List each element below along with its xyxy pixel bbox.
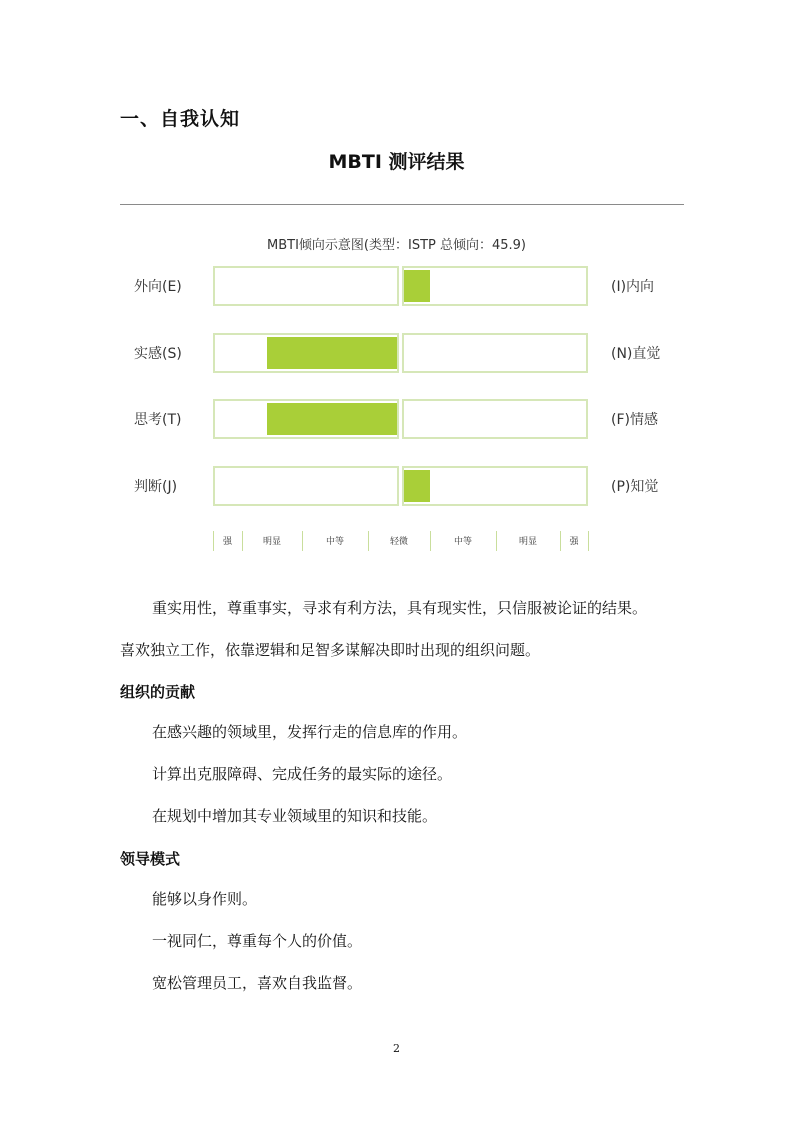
dimension-right-label: (N)直觉	[611, 346, 661, 362]
page-title: MBTI 测评结果	[328, 151, 465, 173]
bar-track-right	[402, 333, 588, 373]
dimension-right-label: (F)情感	[611, 412, 658, 428]
bar-track-right	[402, 466, 588, 506]
contribution-item: 在规划中增加其专业领域里的知识和技能。	[152, 807, 438, 825]
divider	[120, 204, 684, 205]
contribution-item: 计算出克服障碍、完成任务的最实际的途径。	[152, 765, 453, 783]
leadership-item: 一视同仁，尊重每个人的价值。	[152, 932, 363, 950]
scale-label: 轻微	[389, 537, 408, 547]
scale-label: 中等	[325, 537, 344, 547]
bar-track-left	[213, 333, 399, 373]
scale-label: 明显	[262, 537, 281, 547]
scale-separator	[242, 531, 243, 551]
scale-label: 强	[222, 537, 232, 547]
contribution-item: 在感兴趣的领域里，发挥行走的信息库的作用。	[152, 723, 468, 741]
leadership-item: 宽松管理员工，喜欢自我监督。	[152, 974, 363, 992]
scale-separator	[302, 531, 303, 551]
summary-line-1: 重实用性，尊重事实，寻求有利方法，具有现实性，只信服被论证的结果。	[152, 599, 648, 617]
scale-separator	[368, 531, 369, 551]
scale-separator	[560, 531, 561, 551]
section-heading: 一、自我认知	[120, 108, 241, 130]
bar-track-right	[402, 399, 588, 439]
leadership-heading: 领导模式	[120, 850, 181, 868]
scale-label: 明显	[518, 537, 537, 547]
scale-separator	[213, 531, 214, 551]
leadership-item: 能够以身作则。	[152, 890, 258, 908]
dimension-right-label: (P)知觉	[611, 479, 659, 495]
bar-track-right	[402, 266, 588, 306]
scale-label: 强	[569, 537, 579, 547]
scale-separator	[496, 531, 497, 551]
bar-fill	[267, 337, 397, 369]
dimension-left-label: 外向(E)	[134, 279, 182, 295]
dimension-right-label: (I)内向	[611, 279, 655, 295]
bar-fill	[404, 270, 430, 302]
dimension-left-label: 判断(J)	[134, 479, 178, 495]
bar-track-left	[213, 466, 399, 506]
scale-separator	[588, 531, 589, 551]
bar-fill	[404, 470, 430, 502]
bar-fill	[267, 403, 397, 435]
page-number: 2	[393, 1042, 400, 1055]
scale-label: 中等	[453, 537, 472, 547]
dimension-left-label: 实感(S)	[134, 346, 182, 362]
dimension-left-label: 思考(T)	[134, 412, 182, 428]
contribution-heading: 组织的贡献	[120, 683, 196, 701]
scale-separator	[430, 531, 431, 551]
summary-line-2: 喜欢独立工作，依靠逻辑和足智多谋解决即时出现的组织问题。	[120, 641, 541, 659]
bar-track-left	[213, 266, 399, 306]
chart-title: MBTI倾向示意图(类型：ISTP 总倾向：45.9)	[267, 238, 526, 253]
bar-track-left	[213, 399, 399, 439]
